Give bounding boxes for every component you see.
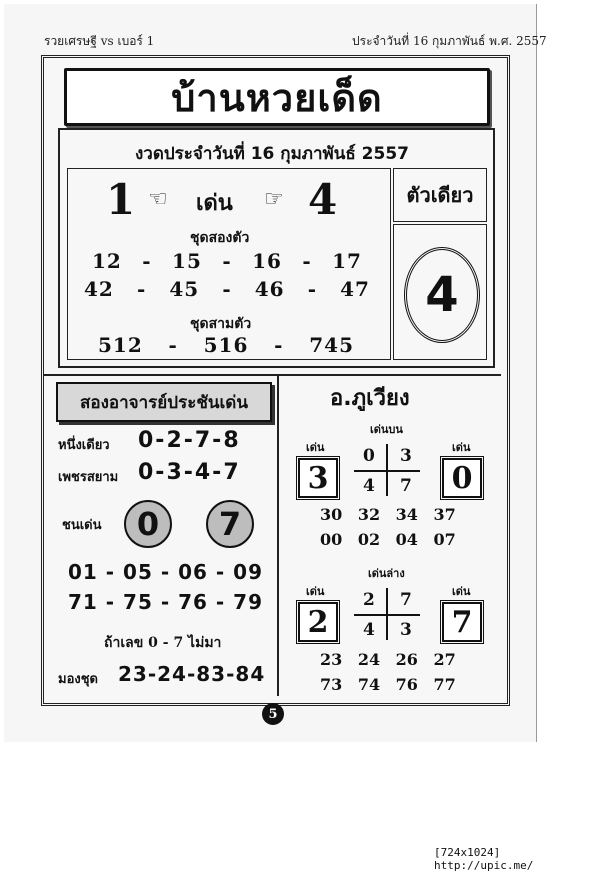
two-digit-label: ชุดสองตัว bbox=[190, 230, 250, 246]
upper-hot-label-left: เด่น bbox=[306, 441, 325, 454]
single-digit-label: ตัวเดียว bbox=[393, 168, 487, 222]
lower-row-1: 23 24 26 27 bbox=[320, 650, 456, 669]
lower-right-box: 7 bbox=[442, 602, 482, 642]
upper-grid-digit: 7 bbox=[400, 476, 412, 496]
number: 516 bbox=[203, 333, 249, 357]
hot-digits-box bbox=[67, 168, 391, 360]
number: 12 bbox=[92, 249, 122, 273]
upper-left-box: 3 bbox=[298, 458, 338, 498]
pointing-left-hand-icon: ☜ bbox=[148, 187, 168, 212]
highlight-label: ชนเด่น bbox=[62, 518, 102, 533]
hot-left-digit: 1 bbox=[106, 175, 136, 224]
lower-hot-label-left: เด่น bbox=[306, 585, 325, 598]
row2-label: เพชรสยาม bbox=[58, 470, 119, 485]
hot-right-digit: 4 bbox=[308, 175, 338, 224]
issue-date: ประจำวันที่ 16 กุมภาพันธ์ พ.ศ. 2557 bbox=[352, 34, 547, 48]
lower-grid-digit: 4 bbox=[363, 620, 375, 640]
hot-label: เด่น bbox=[196, 191, 233, 216]
lower-grid-vline bbox=[386, 588, 388, 640]
section-divider bbox=[277, 376, 279, 696]
number: 46 bbox=[254, 277, 285, 301]
image-host-watermark: [724x1024] http://upic.me/ bbox=[434, 846, 534, 872]
lower-label: เด่นล่าง bbox=[368, 567, 405, 580]
row1-label: หนึ่งเดียว bbox=[58, 438, 110, 453]
number: 42 bbox=[84, 277, 114, 301]
highlight-digit-a: 0 bbox=[124, 500, 172, 548]
single-digit-box bbox=[393, 224, 487, 360]
number: 15 bbox=[172, 249, 202, 273]
upper-grid-digit: 0 bbox=[363, 446, 375, 466]
upper-label: เด่นบน bbox=[370, 423, 403, 436]
upper-grid-vline bbox=[386, 444, 388, 496]
lower-grid-digit: 7 bbox=[400, 590, 412, 610]
number: 17 bbox=[332, 249, 362, 273]
number: 47 bbox=[340, 277, 370, 301]
number: 45 bbox=[169, 277, 200, 301]
publication-header: รวยเศรษฐี vs เบอร์ 1 bbox=[44, 34, 155, 48]
lower-grid-digit: 2 bbox=[363, 590, 375, 610]
pairs-row-1: 01 - 05 - 06 - 09 bbox=[68, 560, 264, 584]
upper-row-2: 00 02 04 07 bbox=[320, 530, 456, 549]
two-digit-row-1: 12 - 15 - 16 - 17 bbox=[92, 249, 362, 273]
three-digit-row: 512 - 516 - 745 bbox=[98, 333, 354, 357]
set-label: มองชุด bbox=[58, 672, 98, 687]
page-title: บ้านหวยเด็ด bbox=[64, 68, 490, 126]
highlight-digit-b: 7 bbox=[206, 500, 254, 548]
draw-date: งวดประจำวันที่ 16 กุมภาพันธ์ 2557 bbox=[134, 144, 409, 164]
upper-grid-digit: 4 bbox=[363, 476, 375, 496]
upper-grid-digit: 3 bbox=[400, 446, 412, 466]
page-number: 5 bbox=[262, 703, 284, 725]
number: 745 bbox=[309, 333, 354, 357]
lower-row-2: 73 74 76 77 bbox=[320, 675, 456, 694]
two-digit-row-2: 42 - 45 - 46 - 47 bbox=[84, 277, 370, 301]
set-numbers: 23-24-83-84 bbox=[118, 662, 266, 686]
number: 16 bbox=[252, 249, 282, 273]
upper-row-1: 30 32 34 37 bbox=[320, 505, 456, 524]
pointing-right-hand-icon: ☞ bbox=[264, 187, 284, 212]
lower-grid-digit: 3 bbox=[400, 620, 412, 640]
master-title: สองอาจารย์ประชันเด่น bbox=[56, 382, 272, 422]
row2-numbers: 0-3-4-7 bbox=[138, 460, 241, 485]
number: 512 bbox=[98, 333, 143, 357]
fallback-note: ถ้าเลข 0 - 7 ไม่มา bbox=[104, 635, 222, 651]
row1-numbers: 0-2-7-8 bbox=[138, 428, 241, 453]
lower-left-box: 2 bbox=[298, 602, 338, 642]
teacher-name: อ.ภูเวียง bbox=[330, 386, 410, 411]
upper-hot-label-right: เด่น bbox=[452, 441, 471, 454]
upper-right-box: 0 bbox=[442, 458, 482, 498]
lower-hot-label-right: เด่น bbox=[452, 585, 471, 598]
single-digit: 4 bbox=[404, 247, 480, 343]
pairs-row-2: 71 - 75 - 76 - 79 bbox=[68, 590, 264, 614]
three-digit-label: ชุดสามตัว bbox=[190, 316, 252, 332]
